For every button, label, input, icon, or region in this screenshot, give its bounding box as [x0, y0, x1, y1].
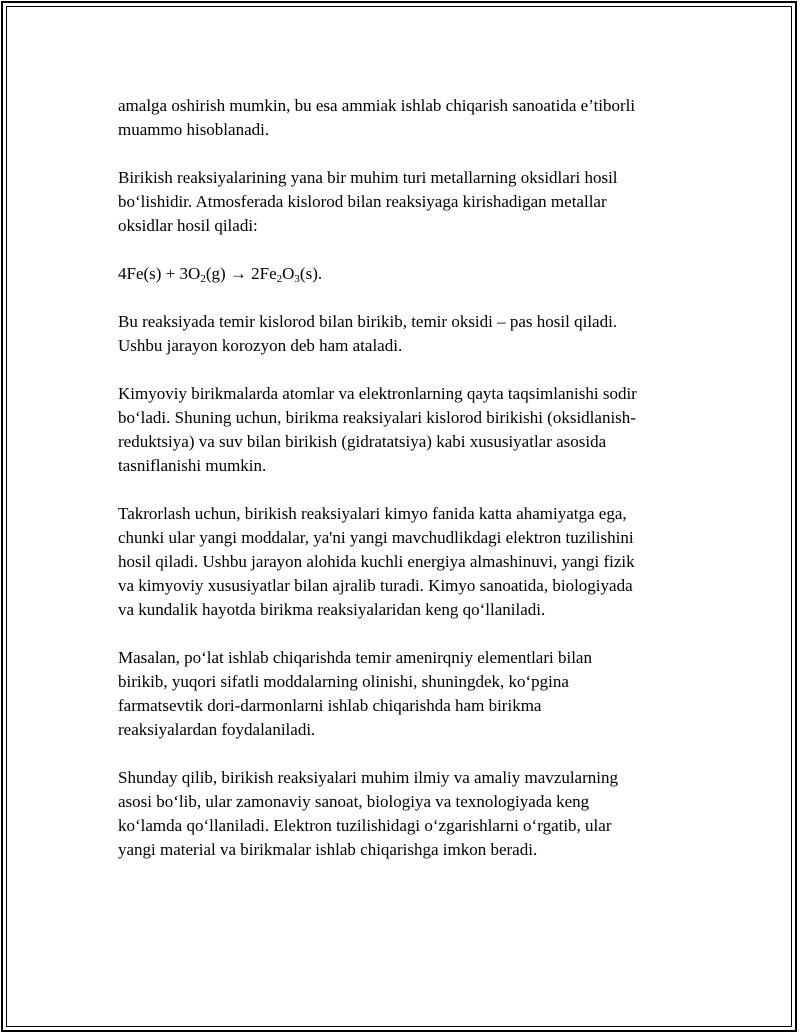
- paragraph-conclusion: Shunday qilib, birikish reaksiyalari muhim ilmiy va amaliy mavzularning asosi bo‘lib, ular zamonaviy sanoat, biologiya va texnologiyada keng ko‘lamda qo‘llaniladi. Elektron tuzilishidagi o‘zgarishlarni o‘rgatib, ular yangi material va birikmalar ishlab chiqarishga imkon beradi.: [118, 768, 618, 859]
- paragraph-corrosion: Bu reaksiyada temir kislorod bilan birikib, temir oksidi – pas hosil qiladi. Ushbu jarayon korozyon deb ham ataladi.: [118, 312, 618, 355]
- paragraph-intro-continuation: amalga oshirish mumkin, bu esa ammiak ishlab chiqarish sanoatida e’tiborli muammo hisoblanadi.: [118, 96, 636, 139]
- paragraph-metal-oxides: Birikish reaksiyalarining yana bir muhim turi metallarning oksidlari hosil bo‘lishidir. Atmosferada kislorod bilan reaksiyaga kirishadigan metallar oksidlar hosil qiladi:: [118, 168, 618, 235]
- equation-subscript-o2: 2: [200, 273, 206, 285]
- paragraph-electron-redistribution: Kimyoviy birikmalarda atomlar va elektronlarning qayta taqsimlanishi sodir bo‘ladi. Shuning uchun, birikma reaksiyalari kislorod birikishi (oksidlanish- reduktsiya) va suv bilan birikish (gidratatsiya) kabi xususiyatlar asosida tasniflanishi mumkin.: [118, 384, 637, 475]
- equation-subscript-fe2: 2: [276, 273, 283, 285]
- equation-arrow-segment: (g) → 2Fe: [205, 264, 277, 283]
- equation-subscript-o3: 3: [294, 273, 300, 285]
- paragraph-summary: Takrorlash uchun, birikish reaksiyalari kimyo fanida katta ahamiyatga ega, chunki ular yangi moddalar, ya'ni yangi mavchudlikdagi elektron tuzilishini hosil qiladi. Ushbu jarayon alohida kuchli energiya almashinuvi, yangi fizik va kimyoviy xususiyatlar bilan ajralib turadi. Kimyo sanoatida, biologiyada va kundalik hayotda birikma reaksiyalaridan keng qo‘llaniladi.: [118, 504, 635, 619]
- equation-oxygen-symbol: O: [282, 264, 295, 283]
- document-body: [118, 94, 698, 886]
- equation-reactants: 4Fe(s) + 3O: [118, 264, 201, 283]
- chemical-equation: [118, 262, 698, 286]
- equation-product-state: (s).: [299, 264, 323, 283]
- paragraph-examples: Masalan, po‘lat ishlab chiqarishda temir amenirqniy elementlari bilan birikib, yuqori sifatli moddalarning olinishi, shuningdek, ko‘pgina farmatsevtik dori-darmonlarni ishlab chiqarishda ham birikma reaksiyalardan foydalaniladi.: [118, 648, 592, 739]
